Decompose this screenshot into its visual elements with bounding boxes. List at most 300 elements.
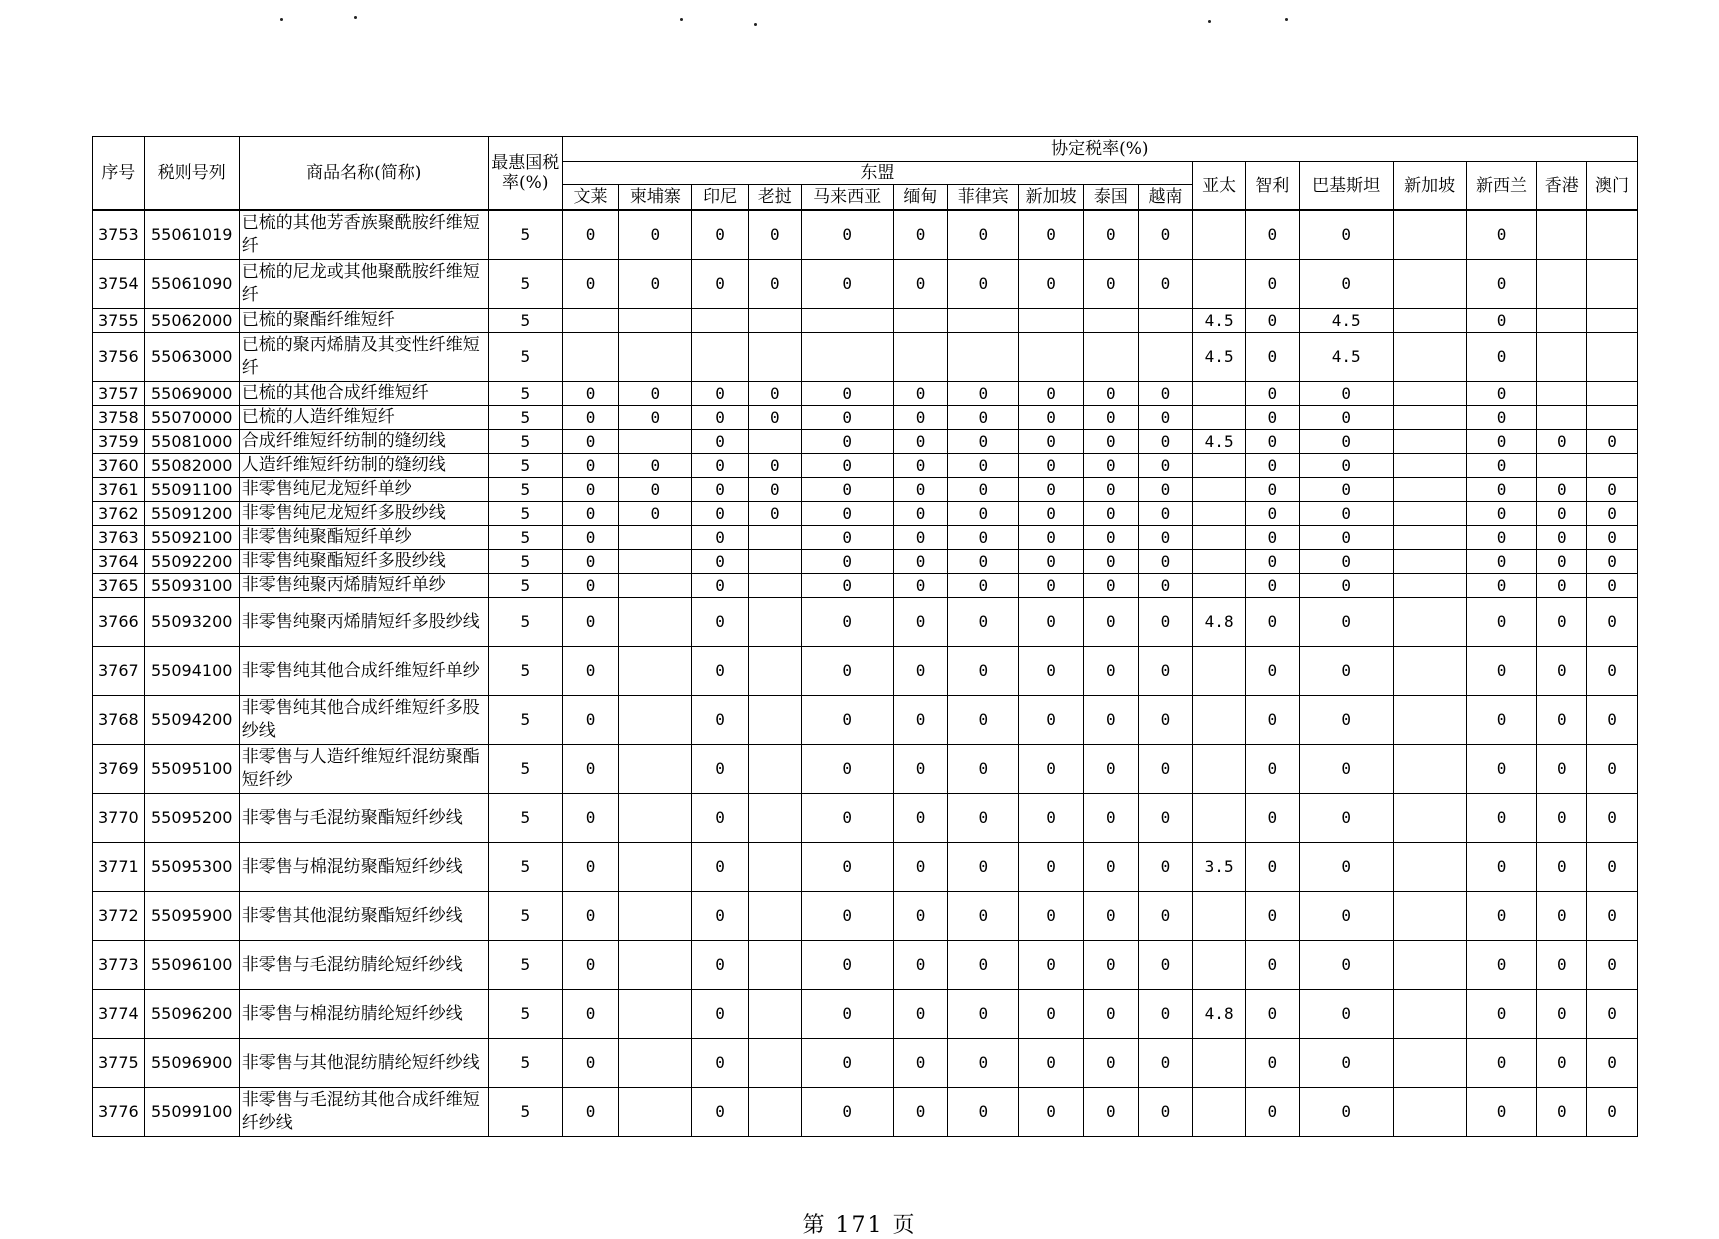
row-asean-rate: 0 (1084, 382, 1139, 406)
row-mfn-rate: 5 (488, 696, 562, 745)
header-asean-country: 泰国 (1084, 185, 1139, 211)
row-name: 非零售与人造纤维短纤混纺聚酯短纤纱 (239, 745, 488, 794)
row-asean-rate (619, 333, 692, 382)
row-asean-rate: 0 (562, 647, 619, 696)
row-nz-rate: 0 (1466, 941, 1537, 990)
row-asean-rate: 0 (1019, 502, 1084, 526)
row-asean-rate: 0 (1084, 454, 1139, 478)
table-row (93, 745, 1638, 794)
row-asean-rate: 0 (692, 941, 749, 990)
row-nz-rate: 0 (1466, 598, 1537, 647)
row-asean-rate (619, 745, 692, 794)
row-asean-rate: 0 (692, 1039, 749, 1088)
row-asean-rate: 0 (893, 696, 948, 745)
row-apta-rate (1193, 941, 1246, 990)
row-asean-rate: 0 (692, 990, 749, 1039)
row-asean-rate: 0 (619, 210, 692, 260)
row-asean-rate: 0 (893, 843, 948, 892)
header-partner: 新西兰 (1466, 162, 1537, 211)
row-pakistan-rate: 0 (1299, 696, 1393, 745)
row-asean-rate: 0 (948, 454, 1019, 478)
row-chile-rate: 0 (1245, 502, 1299, 526)
row-asean-rate: 0 (1084, 1088, 1139, 1137)
row-chile-rate: 0 (1245, 478, 1299, 502)
row-asean-rate: 0 (1138, 478, 1193, 502)
row-asean-rate: 0 (948, 502, 1019, 526)
row-asean-rate (948, 333, 1019, 382)
row-asean-rate: 0 (1138, 794, 1193, 843)
row-pakistan-rate: 0 (1299, 745, 1393, 794)
table-row (93, 454, 1638, 478)
row-mfn-rate: 5 (488, 309, 562, 333)
row-asean-rate: 0 (801, 696, 893, 745)
row-seq: 3759 (93, 430, 145, 454)
row-code: 55096100 (144, 941, 239, 990)
row-asean-rate: 0 (1084, 502, 1139, 526)
table-row (93, 696, 1638, 745)
row-asean-rate: 0 (1084, 598, 1139, 647)
row-asean-rate: 0 (562, 598, 619, 647)
header-code: 税则号列 (144, 137, 239, 211)
row-asean-rate: 0 (1138, 382, 1193, 406)
row-asean-rate: 0 (1019, 647, 1084, 696)
row-asean-rate: 0 (893, 478, 948, 502)
row-seq: 3754 (93, 260, 145, 309)
row-asean-rate: 0 (1084, 843, 1139, 892)
row-asean-rate (748, 647, 801, 696)
row-apta-rate (1193, 406, 1246, 430)
row-nz-rate: 0 (1466, 550, 1537, 574)
row-macau-rate (1587, 406, 1638, 430)
row-code: 55094200 (144, 696, 239, 745)
row-nz-rate: 0 (1466, 382, 1537, 406)
row-asean-rate: 0 (1084, 941, 1139, 990)
row-asean-rate: 0 (893, 430, 948, 454)
row-asean-rate (1019, 309, 1084, 333)
row-mfn-rate: 5 (488, 941, 562, 990)
row-mfn-rate: 5 (488, 454, 562, 478)
row-asean-rate: 0 (562, 843, 619, 892)
row-name: 非零售纯聚酯短纤多股纱线 (239, 550, 488, 574)
row-pakistan-rate: 0 (1299, 382, 1393, 406)
row-asean-rate: 0 (948, 210, 1019, 260)
row-nz-rate: 0 (1466, 1039, 1537, 1088)
row-apta-rate (1193, 696, 1246, 745)
row-asean-rate: 0 (1138, 550, 1193, 574)
row-asean-rate: 0 (619, 382, 692, 406)
row-hk-rate: 0 (1537, 574, 1587, 598)
row-asean-rate: 0 (948, 1088, 1019, 1137)
row-asean-rate: 0 (692, 526, 749, 550)
row-singapore-rate (1393, 598, 1466, 647)
row-hk-rate: 0 (1537, 892, 1587, 941)
row-chile-rate: 0 (1245, 309, 1299, 333)
row-asean-rate: 0 (893, 794, 948, 843)
table-row (93, 478, 1638, 502)
row-name: 非零售纯尼龙短纤单纱 (239, 478, 488, 502)
row-chile-rate: 0 (1245, 598, 1299, 647)
row-asean-rate: 0 (1084, 647, 1139, 696)
row-asean-rate: 0 (692, 210, 749, 260)
row-name: 非零售纯其他合成纤维短纤单纱 (239, 647, 488, 696)
table-row (93, 1088, 1638, 1137)
row-asean-rate (562, 333, 619, 382)
row-asean-rate (748, 430, 801, 454)
row-asean-rate: 0 (801, 382, 893, 406)
row-asean-rate: 0 (692, 430, 749, 454)
row-asean-rate: 0 (801, 406, 893, 430)
table-header (93, 137, 1638, 211)
row-asean-rate: 0 (801, 260, 893, 309)
row-seq: 3760 (93, 454, 145, 478)
row-asean-rate: 0 (893, 745, 948, 794)
row-asean-rate (1084, 333, 1139, 382)
row-asean-rate: 0 (948, 794, 1019, 843)
row-name: 非零售纯聚丙烯腈短纤单纱 (239, 574, 488, 598)
row-asean-rate: 0 (1084, 430, 1139, 454)
scan-speck (754, 23, 757, 26)
row-seq: 3765 (93, 574, 145, 598)
row-asean-rate: 0 (692, 454, 749, 478)
row-name: 非零售纯其他合成纤维短纤多股纱线 (239, 696, 488, 745)
row-pakistan-rate: 4.5 (1299, 333, 1393, 382)
row-seq: 3766 (93, 598, 145, 647)
row-pakistan-rate: 0 (1299, 574, 1393, 598)
row-asean-rate: 0 (562, 696, 619, 745)
row-asean-rate: 0 (1138, 1039, 1193, 1088)
row-asean-rate: 0 (1019, 892, 1084, 941)
table-row (93, 941, 1638, 990)
header-asean-country: 越南 (1138, 185, 1193, 211)
row-asean-rate: 0 (1019, 843, 1084, 892)
row-seq: 3776 (93, 1088, 145, 1137)
row-asean-rate (619, 941, 692, 990)
row-asean-rate: 0 (619, 454, 692, 478)
row-code: 55094100 (144, 647, 239, 696)
row-asean-rate (748, 843, 801, 892)
row-pakistan-rate: 0 (1299, 260, 1393, 309)
row-asean-rate: 0 (948, 430, 1019, 454)
row-hk-rate: 0 (1537, 941, 1587, 990)
row-asean-rate: 0 (1084, 526, 1139, 550)
row-asean-rate: 0 (801, 526, 893, 550)
row-nz-rate: 0 (1466, 526, 1537, 550)
row-asean-rate: 0 (562, 526, 619, 550)
header-asean-country: 缅甸 (893, 185, 948, 211)
header-asean-country: 新加坡 (1019, 185, 1084, 211)
row-asean-rate (562, 309, 619, 333)
row-asean-rate (619, 430, 692, 454)
row-macau-rate: 0 (1587, 941, 1638, 990)
row-seq: 3772 (93, 892, 145, 941)
row-asean-rate (748, 745, 801, 794)
row-name: 非零售纯尼龙短纤多股纱线 (239, 502, 488, 526)
row-asean-rate (692, 333, 749, 382)
row-asean-rate: 0 (562, 210, 619, 260)
row-name: 非零售纯聚丙烯腈短纤多股纱线 (239, 598, 488, 647)
row-apta-rate (1193, 210, 1246, 260)
row-code: 55092100 (144, 526, 239, 550)
row-singapore-rate (1393, 990, 1466, 1039)
row-macau-rate (1587, 260, 1638, 309)
row-asean-rate: 0 (893, 382, 948, 406)
row-seq: 3755 (93, 309, 145, 333)
row-mfn-rate: 5 (488, 260, 562, 309)
row-asean-rate: 0 (801, 794, 893, 843)
row-hk-rate: 0 (1537, 1039, 1587, 1088)
row-macau-rate (1587, 382, 1638, 406)
row-pakistan-rate: 0 (1299, 454, 1393, 478)
row-name: 已梳的聚丙烯腈及其变性纤维短纤 (239, 333, 488, 382)
row-asean-rate: 0 (619, 260, 692, 309)
row-apta-rate (1193, 647, 1246, 696)
row-hk-rate (1537, 309, 1587, 333)
row-nz-rate: 0 (1466, 210, 1537, 260)
row-name: 已梳的其他芳香族聚酰胺纤维短纤 (239, 210, 488, 260)
row-asean-rate: 0 (801, 430, 893, 454)
row-macau-rate: 0 (1587, 647, 1638, 696)
row-code: 55095100 (144, 745, 239, 794)
row-hk-rate (1537, 260, 1587, 309)
row-singapore-rate (1393, 574, 1466, 598)
row-hk-rate: 0 (1537, 794, 1587, 843)
row-seq: 3763 (93, 526, 145, 550)
row-name: 人造纤维短纤纺制的缝纫线 (239, 454, 488, 478)
row-mfn-rate: 5 (488, 647, 562, 696)
row-asean-rate: 0 (801, 478, 893, 502)
table-row (93, 1039, 1638, 1088)
row-asean-rate: 0 (948, 892, 1019, 941)
scan-speck (680, 18, 683, 21)
row-singapore-rate (1393, 210, 1466, 260)
row-pakistan-rate: 0 (1299, 647, 1393, 696)
row-macau-rate (1587, 309, 1638, 333)
row-pakistan-rate: 0 (1299, 478, 1393, 502)
row-hk-rate: 0 (1537, 526, 1587, 550)
row-mfn-rate: 5 (488, 990, 562, 1039)
row-asean-rate: 0 (562, 550, 619, 574)
row-mfn-rate: 5 (488, 210, 562, 260)
row-asean-rate (748, 526, 801, 550)
row-macau-rate (1587, 454, 1638, 478)
row-asean-rate: 0 (1084, 574, 1139, 598)
row-asean-rate: 0 (692, 550, 749, 574)
row-singapore-rate (1393, 647, 1466, 696)
row-asean-rate (948, 309, 1019, 333)
row-asean-rate: 0 (1084, 745, 1139, 794)
row-hk-rate: 0 (1537, 990, 1587, 1039)
row-chile-rate: 0 (1245, 843, 1299, 892)
row-code: 55099100 (144, 1088, 239, 1137)
row-chile-rate: 0 (1245, 1039, 1299, 1088)
row-asean-rate: 0 (1019, 598, 1084, 647)
row-code: 55091200 (144, 502, 239, 526)
row-macau-rate: 0 (1587, 745, 1638, 794)
row-apta-rate (1193, 502, 1246, 526)
row-asean-rate: 0 (1019, 550, 1084, 574)
row-singapore-rate (1393, 843, 1466, 892)
row-pakistan-rate: 4.5 (1299, 309, 1393, 333)
row-singapore-rate (1393, 260, 1466, 309)
row-macau-rate: 0 (1587, 794, 1638, 843)
row-singapore-rate (1393, 478, 1466, 502)
row-mfn-rate: 5 (488, 502, 562, 526)
row-name: 非零售与毛混纺聚酯短纤纱线 (239, 794, 488, 843)
row-apta-rate: 4.5 (1193, 430, 1246, 454)
row-asean-rate: 0 (893, 892, 948, 941)
row-asean-rate: 0 (801, 210, 893, 260)
row-name: 非零售与棉混纺腈纶短纤纱线 (239, 990, 488, 1039)
row-singapore-rate (1393, 406, 1466, 430)
row-code: 55061019 (144, 210, 239, 260)
row-asean-rate (748, 550, 801, 574)
table-row (93, 843, 1638, 892)
row-asean-rate: 0 (1019, 745, 1084, 794)
row-apta-rate (1193, 382, 1246, 406)
row-asean-rate: 0 (801, 550, 893, 574)
row-asean-rate: 0 (893, 1088, 948, 1137)
row-asean-rate (619, 598, 692, 647)
scan-speck (280, 18, 283, 21)
row-seq: 3774 (93, 990, 145, 1039)
row-asean-rate (619, 696, 692, 745)
row-hk-rate (1537, 406, 1587, 430)
table-row (93, 794, 1638, 843)
row-asean-rate: 0 (619, 502, 692, 526)
row-asean-rate: 0 (562, 892, 619, 941)
row-asean-rate (748, 1088, 801, 1137)
row-name: 非零售纯聚酯短纤单纱 (239, 526, 488, 550)
row-asean-rate: 0 (1084, 990, 1139, 1039)
row-hk-rate: 0 (1537, 647, 1587, 696)
row-asean-rate: 0 (692, 647, 749, 696)
row-asean-rate: 0 (1019, 1039, 1084, 1088)
row-asean-rate: 0 (562, 382, 619, 406)
row-asean-rate: 0 (562, 794, 619, 843)
row-chile-rate: 0 (1245, 382, 1299, 406)
row-apta-rate (1193, 574, 1246, 598)
row-pakistan-rate: 0 (1299, 598, 1393, 647)
row-seq: 3761 (93, 478, 145, 502)
row-asean-rate: 0 (692, 382, 749, 406)
row-asean-rate: 0 (1138, 647, 1193, 696)
row-asean-rate: 0 (1138, 1088, 1193, 1137)
row-asean-rate: 0 (948, 941, 1019, 990)
table-row (93, 892, 1638, 941)
row-asean-rate: 0 (893, 502, 948, 526)
row-asean-rate: 0 (1138, 941, 1193, 990)
row-pakistan-rate: 0 (1299, 892, 1393, 941)
row-apta-rate (1193, 1088, 1246, 1137)
row-mfn-rate: 5 (488, 406, 562, 430)
row-asean-rate: 0 (893, 598, 948, 647)
row-hk-rate: 0 (1537, 745, 1587, 794)
row-singapore-rate (1393, 696, 1466, 745)
row-nz-rate: 0 (1466, 454, 1537, 478)
row-apta-rate (1193, 794, 1246, 843)
row-macau-rate: 0 (1587, 478, 1638, 502)
row-mfn-rate: 5 (488, 598, 562, 647)
row-asean-rate (619, 550, 692, 574)
row-asean-rate: 0 (1019, 454, 1084, 478)
row-nz-rate: 0 (1466, 478, 1537, 502)
row-asean-rate: 0 (1084, 550, 1139, 574)
row-chile-rate: 0 (1245, 430, 1299, 454)
row-asean-rate (619, 1039, 692, 1088)
row-mfn-rate: 5 (488, 478, 562, 502)
row-code: 55082000 (144, 454, 239, 478)
row-asean-rate: 0 (948, 574, 1019, 598)
row-asean-rate: 0 (948, 990, 1019, 1039)
row-asean-rate: 0 (1138, 574, 1193, 598)
row-asean-rate: 0 (948, 1039, 1019, 1088)
row-singapore-rate (1393, 1088, 1466, 1137)
header-partner: 亚太 (1193, 162, 1246, 211)
row-hk-rate: 0 (1537, 430, 1587, 454)
row-seq: 3756 (93, 333, 145, 382)
row-asean-rate: 0 (1138, 406, 1193, 430)
row-hk-rate: 0 (1537, 478, 1587, 502)
row-asean-rate: 0 (801, 892, 893, 941)
row-macau-rate: 0 (1587, 574, 1638, 598)
table-row (93, 990, 1638, 1039)
row-asean-rate (1138, 333, 1193, 382)
row-mfn-rate: 5 (488, 843, 562, 892)
row-nz-rate: 0 (1466, 430, 1537, 454)
row-asean-rate (619, 1088, 692, 1137)
row-pakistan-rate: 0 (1299, 990, 1393, 1039)
row-asean-rate (748, 794, 801, 843)
row-pakistan-rate: 0 (1299, 1088, 1393, 1137)
row-macau-rate: 0 (1587, 550, 1638, 574)
header-mfn: 最惠国税率(%) (488, 137, 562, 211)
row-asean-rate (619, 309, 692, 333)
row-asean-rate: 0 (893, 526, 948, 550)
tariff-table (92, 136, 1638, 1137)
row-asean-rate (619, 574, 692, 598)
row-asean-rate: 0 (801, 941, 893, 990)
header-partner: 巴基斯坦 (1299, 162, 1393, 211)
row-asean-rate (748, 990, 801, 1039)
row-asean-rate: 0 (1138, 696, 1193, 745)
row-nz-rate: 0 (1466, 990, 1537, 1039)
row-asean-rate: 0 (1084, 794, 1139, 843)
row-asean-rate: 0 (893, 406, 948, 430)
row-asean-rate: 0 (1138, 745, 1193, 794)
page-number: 第 171 页 (802, 1213, 917, 1238)
row-pakistan-rate: 0 (1299, 550, 1393, 574)
row-mfn-rate: 5 (488, 430, 562, 454)
row-asean-rate (801, 309, 893, 333)
row-nz-rate: 0 (1466, 745, 1537, 794)
row-macau-rate: 0 (1587, 1039, 1638, 1088)
row-apta-rate (1193, 892, 1246, 941)
row-asean-rate: 0 (748, 260, 801, 309)
table-row (93, 550, 1638, 574)
row-chile-rate: 0 (1245, 647, 1299, 696)
header-asean-country: 菲律宾 (948, 185, 1019, 211)
row-asean-rate: 0 (1084, 696, 1139, 745)
row-mfn-rate: 5 (488, 1039, 562, 1088)
row-nz-rate: 0 (1466, 892, 1537, 941)
row-asean-rate: 0 (1019, 382, 1084, 406)
row-hk-rate: 0 (1537, 550, 1587, 574)
scan-speck (354, 16, 357, 19)
row-asean-rate: 0 (1138, 990, 1193, 1039)
row-asean-rate: 0 (1019, 478, 1084, 502)
row-seq: 3767 (93, 647, 145, 696)
row-asean-rate: 0 (1138, 260, 1193, 309)
